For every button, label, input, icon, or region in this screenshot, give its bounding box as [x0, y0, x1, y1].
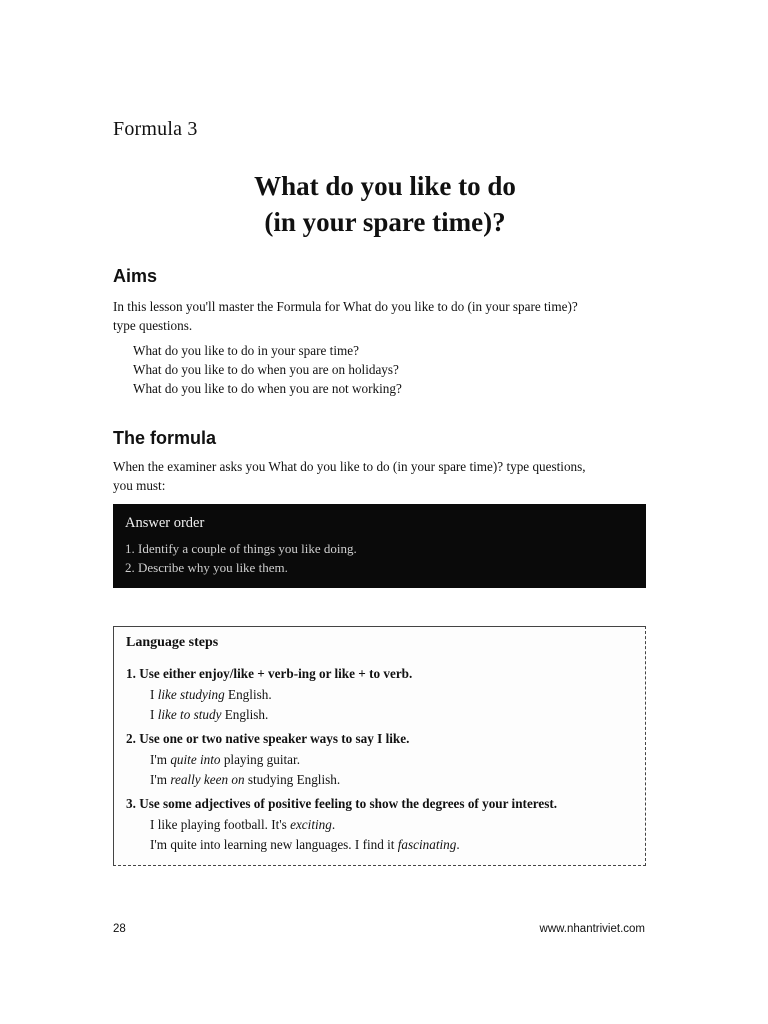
language-step-2: 2. Use one or two native speaker ways to say I like. — [126, 731, 410, 746]
list-item: What do you like to do in your spare time? — [133, 343, 359, 358]
title-line-1: What do you like to do — [254, 171, 516, 201]
aims-heading: Aims — [113, 266, 158, 286]
formula-intro-line-2: you must: — [113, 478, 166, 493]
page-title — [0, 168, 768, 240]
formula-intro — [113, 457, 653, 495]
list-item: What do you like to do when you are on holidays? — [133, 362, 399, 377]
language-step-1: 1. Use either enjoy/like + verb-ing or like + to verb. — [126, 666, 413, 681]
formula-label: Formula 3 — [113, 118, 198, 140]
page-number: 28 — [113, 923, 126, 935]
aims-intro-line-2: type questions. — [113, 318, 193, 333]
answer-order-item: 1. Identify a couple of things you like doing. — [125, 541, 357, 556]
answer-order-item: 2. Describe why you like them. — [125, 560, 288, 575]
example-sentence: I'm really keen on studying English. — [150, 772, 341, 787]
formula-heading: The formula — [113, 428, 217, 448]
language-steps-box — [113, 626, 646, 866]
example-sentence: I like playing football. It's exciting. — [150, 817, 336, 832]
title-line-2: (in your spare time)? — [264, 207, 506, 237]
example-sentence: I'm quite into learning new languages. I find it fascinating. — [150, 837, 460, 852]
example-sentence: I like to study English. — [150, 707, 269, 722]
answer-order-title: Answer order — [125, 515, 205, 531]
example-sentence: I like studying English. — [150, 687, 272, 702]
website-url: www.nhantriviet.com — [539, 923, 645, 935]
list-item: What do you like to do when you are not working? — [133, 381, 402, 396]
answer-order-box — [113, 504, 646, 588]
language-steps-title: Language steps — [126, 635, 219, 650]
formula-intro-line-1: When the examiner asks you What do you like to do (in your spare time)? type questions, — [113, 459, 586, 474]
example-sentence: I'm quite into playing guitar. — [150, 752, 300, 767]
aims-question-list — [133, 341, 402, 398]
language-step-3: 3. Use some adjectives of positive feeling to show the degrees of your interest. — [126, 796, 558, 811]
aims-intro-line-1: In this lesson you'll master the Formula for What do you like to do (in your spare time)? — [113, 299, 578, 314]
aims-intro — [113, 297, 653, 335]
